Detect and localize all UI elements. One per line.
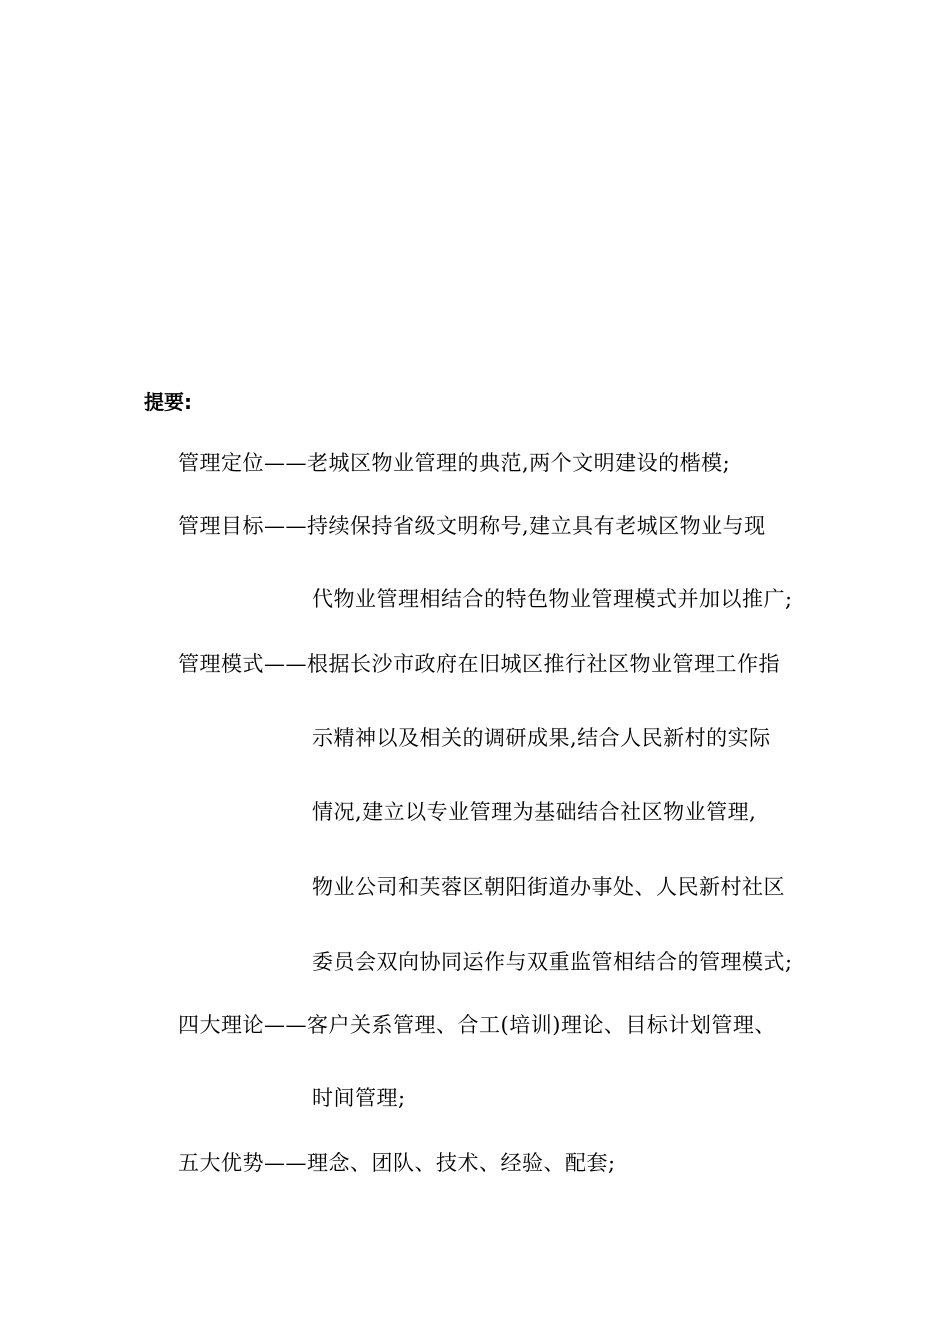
text-line: 管理目标——持续保持省级文明称号,建立具有老城区物业与现 [178, 514, 766, 538]
text-line: 时间管理; [312, 1086, 406, 1110]
text-line: 情况,建立以专业管理为基础结合社区物业管理, [312, 800, 757, 824]
text-line: 委员会双向协同运作与双重监管相结合的管理模式; [312, 950, 793, 974]
text-line: 管理定位——老城区物业管理的典范,两个文明建设的楷模; [178, 451, 731, 475]
text-line: 四大理论——客户关系管理、合工(培训)理论、目标计划管理、 [178, 1013, 776, 1037]
text-line: 五大优势——理念、团队、技术、经验、配套; [178, 1151, 616, 1175]
text-line: 示精神以及相关的调研成果,结合人民新村的实际 [312, 726, 771, 750]
text-line: 物业公司和芙蓉区朝阳街道办事处、人民新村社区 [312, 875, 785, 899]
text-line: 管理模式——根据长沙市政府在旧城区推行社区物业管理工作指 [178, 652, 780, 676]
summary-heading: 提要: [144, 390, 192, 414]
text-line: 代物业管理相结合的特色物业管理模式并加以推广; [312, 587, 793, 611]
